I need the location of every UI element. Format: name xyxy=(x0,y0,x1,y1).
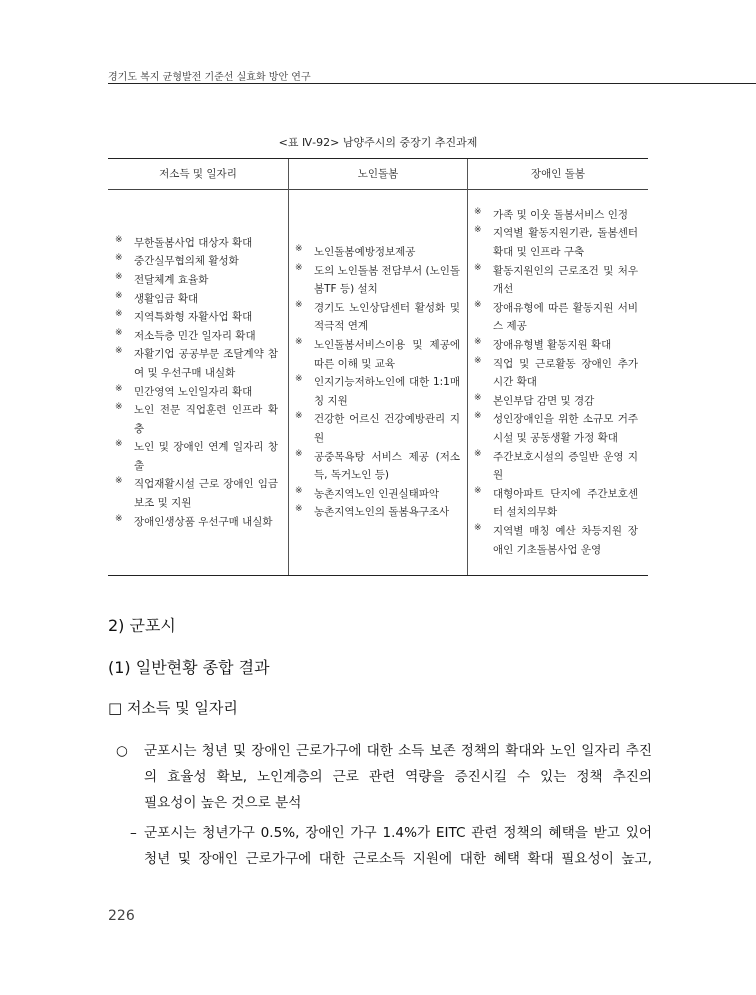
reference-mark: ※ xyxy=(474,355,482,366)
table-item xyxy=(474,355,638,392)
reference-mark: ※ xyxy=(474,337,482,348)
reference-mark: ※ xyxy=(295,374,303,385)
table-header-income: 저소득 및 일자리 xyxy=(108,159,288,189)
table-column-elderly-care xyxy=(295,190,460,575)
table-item xyxy=(115,475,278,512)
table-item xyxy=(115,290,278,309)
reference-mark: ※ xyxy=(115,383,123,394)
table-item xyxy=(474,336,638,355)
table-item-text: 무한돌봄사업 대상자 확대 xyxy=(134,236,253,249)
reference-mark: ※ xyxy=(115,271,123,282)
table-item-text: 장애유형별 활동지원 확대 xyxy=(493,339,612,352)
reference-mark: ※ xyxy=(115,309,123,320)
table-item-text: 건강한 어르신 건강예방관리 지원 xyxy=(314,413,460,444)
header-rule xyxy=(108,83,756,84)
table-item-text: 지역별 활동지원기관, 돌봄센터 확대 및 인프라 구축 xyxy=(493,227,638,259)
paragraph-text: 군포시는 청년가구 0.5%, 장애인 가구 1.4%가 EITC 관련 정책의 혜택을 받고 있어 청년 및 장애인 근로가구에 대한 근로소득 지원에 대한 혜택 확대 필요성이 높고, xyxy=(144,825,652,867)
table-item xyxy=(295,243,460,262)
table-item-text: 전달체계 효율화 xyxy=(134,273,209,286)
table-item-text: 공중목욕탕 서비스 제공 (저소득, 독거노인 등) xyxy=(314,450,460,482)
table-item xyxy=(474,262,638,299)
reference-mark: ※ xyxy=(474,485,482,496)
reference-mark: ※ xyxy=(474,411,482,422)
table-item-text: 인지기능저하노인에 대한 1:1매칭 지원 xyxy=(314,376,460,407)
table-item xyxy=(115,383,278,402)
table-item-text: 직업 및 근로활동 장애인 추가시간 확대 xyxy=(493,357,638,389)
table-item xyxy=(295,299,460,336)
table-item-text: 주간보호시설의 증일반 운영 지원 xyxy=(493,450,638,482)
reference-mark: ※ xyxy=(115,402,123,413)
reference-mark: ※ xyxy=(295,299,303,310)
table-item-text: 지역특화형 자활사업 확대 xyxy=(134,311,253,324)
table-item-text: 직업재활시설 근로 장애인 임금보조 및 지원 xyxy=(134,478,278,510)
paragraph-text-last-line: 필요성이 높은 것으로 분석 xyxy=(144,795,302,811)
reference-mark: ※ xyxy=(295,244,303,255)
table-item xyxy=(474,299,638,336)
table-item-text: 지역별 매칭 예산 차등지원 장애인 기초돌봄사업 운영 xyxy=(493,524,638,556)
table-item xyxy=(115,252,278,271)
table-item-text: 민간영역 노인일자리 확대 xyxy=(134,385,253,398)
reference-mark: ※ xyxy=(115,253,123,264)
reference-mark: ※ xyxy=(115,234,123,245)
policy-table xyxy=(108,158,648,576)
table-item xyxy=(295,262,460,299)
table-item xyxy=(474,224,638,261)
paragraph-text: 군포시는 청년 및 장애인 근로가구에 대한 소득 보존 정책의 확대와 노인 일자리 추진의 효율성 확보, 노인계층의 근로 관련 역량을 증진시킬 수 있는 정책 추진의 xyxy=(144,743,652,785)
table-item xyxy=(115,234,278,253)
reference-mark: ※ xyxy=(115,290,123,301)
reference-mark: ※ xyxy=(115,513,123,524)
reference-mark: ※ xyxy=(115,327,123,338)
reference-mark: ※ xyxy=(295,504,303,515)
table-item xyxy=(474,448,638,485)
reference-mark: ※ xyxy=(295,485,303,496)
table-item-text: 생활임금 확대 xyxy=(134,292,199,305)
reference-mark: ※ xyxy=(474,262,482,273)
reference-mark: ※ xyxy=(474,392,482,403)
reference-mark: ※ xyxy=(115,476,123,487)
table-item-text: 장애유형에 따른 활동지원 서비스 제공 xyxy=(493,301,638,333)
table-column-income xyxy=(115,190,278,575)
table-item xyxy=(295,503,460,522)
table-item xyxy=(295,410,460,447)
table-item-text: 활동지원인의 근로조건 및 처우개선 xyxy=(493,264,638,296)
table-caption: <표 Ⅳ-92> 남양주시의 중장기 추진과제 xyxy=(278,136,478,149)
table-item xyxy=(295,448,460,485)
table-item-text: 노인 및 장애인 연계 일자리 창출 xyxy=(134,441,278,472)
circle-bullet: ○ xyxy=(116,743,128,759)
table-item-text: 경기도 노인상담센터 활성화 및 적극적 연계 xyxy=(314,301,460,333)
table-item-text: 노인돌봄서비스이용 및 제공에 따른 이해 및 교육 xyxy=(314,339,460,370)
dash-bullet: – xyxy=(130,825,137,841)
reference-mark: ※ xyxy=(474,206,482,217)
reference-mark: ※ xyxy=(474,448,482,459)
income-item-list xyxy=(115,234,278,532)
topic-heading: □ 저소득 및 일자리 xyxy=(108,699,238,717)
table-item-text: 노인 전문 직업훈련 인프라 확충 xyxy=(134,404,278,435)
running-header: 경기도 복지 균형발전 기준선 실효화 방안 연구 xyxy=(108,72,311,83)
table-item xyxy=(115,308,278,327)
table-header-disability-care: 장애인 돌봄 xyxy=(468,159,648,189)
section-heading: 2) 군포시 xyxy=(108,616,176,635)
reference-mark: ※ xyxy=(115,346,123,357)
table-item xyxy=(115,513,278,532)
table-item xyxy=(474,392,638,411)
table-item-text: 농촌지역노인의 돌봄욕구조사 xyxy=(314,506,450,519)
reference-mark: ※ xyxy=(295,448,303,459)
subsection-heading: (1) 일반현황 종합 결과 xyxy=(108,658,270,677)
table-item-text: 가족 및 이웃 돌봄서비스 인정 xyxy=(493,208,629,221)
table-item xyxy=(115,345,278,382)
paragraph-dash xyxy=(108,820,652,872)
table-item xyxy=(115,271,278,290)
reference-mark: ※ xyxy=(295,262,303,273)
paragraph-circle xyxy=(108,738,652,816)
table-item xyxy=(295,373,460,410)
table-item-text: 장애인생상품 우선구매 내실화 xyxy=(134,515,273,528)
reference-mark: ※ xyxy=(474,522,482,533)
reference-mark: ※ xyxy=(474,225,482,236)
table-item xyxy=(474,485,638,522)
table-item xyxy=(474,522,638,559)
table-item-text: 중간실무협의체 활성화 xyxy=(134,255,239,268)
elderly-care-item-list xyxy=(295,243,460,522)
table-item-text: 성인장애인을 위한 소규모 거주시설 및 공동생활 가정 확대 xyxy=(493,413,638,444)
reference-mark: ※ xyxy=(295,337,303,348)
page-number: 226 xyxy=(108,908,135,924)
disability-care-item-list xyxy=(474,206,638,559)
table-item-text: 농촌지역노인 인권실태파악 xyxy=(314,487,440,500)
table-item xyxy=(115,438,278,475)
table-item xyxy=(295,485,460,504)
table-item-text: 저소득층 민간 일자리 확대 xyxy=(134,329,256,342)
table-item-text: 노인돌봄예방정보제공 xyxy=(314,246,416,259)
table-column-divider xyxy=(288,159,289,575)
table-item-text: 자활기업 공공부문 조달계약 참여 및 우선구매 내실화 xyxy=(134,348,278,379)
table-item-text: 본인부담 감면 및 경감 xyxy=(493,394,595,407)
table-item-text: 대형아파트 단지에 주간보호센터 설치의무화 xyxy=(493,487,638,519)
table-item xyxy=(474,206,638,225)
table-header-elderly-care: 노인돌봄 xyxy=(289,159,467,189)
table-column-divider xyxy=(467,159,468,575)
reference-mark: ※ xyxy=(295,411,303,422)
reference-mark: ※ xyxy=(115,439,123,450)
table-item xyxy=(115,401,278,438)
table-column-disability-care xyxy=(474,190,638,575)
table-item xyxy=(474,410,638,447)
table-item xyxy=(115,327,278,346)
table-item-text: 도의 노인돌봄 전담부서 (노인돌봄TF 등) 설치 xyxy=(314,264,460,296)
reference-mark: ※ xyxy=(474,299,482,310)
table-item xyxy=(295,336,460,373)
